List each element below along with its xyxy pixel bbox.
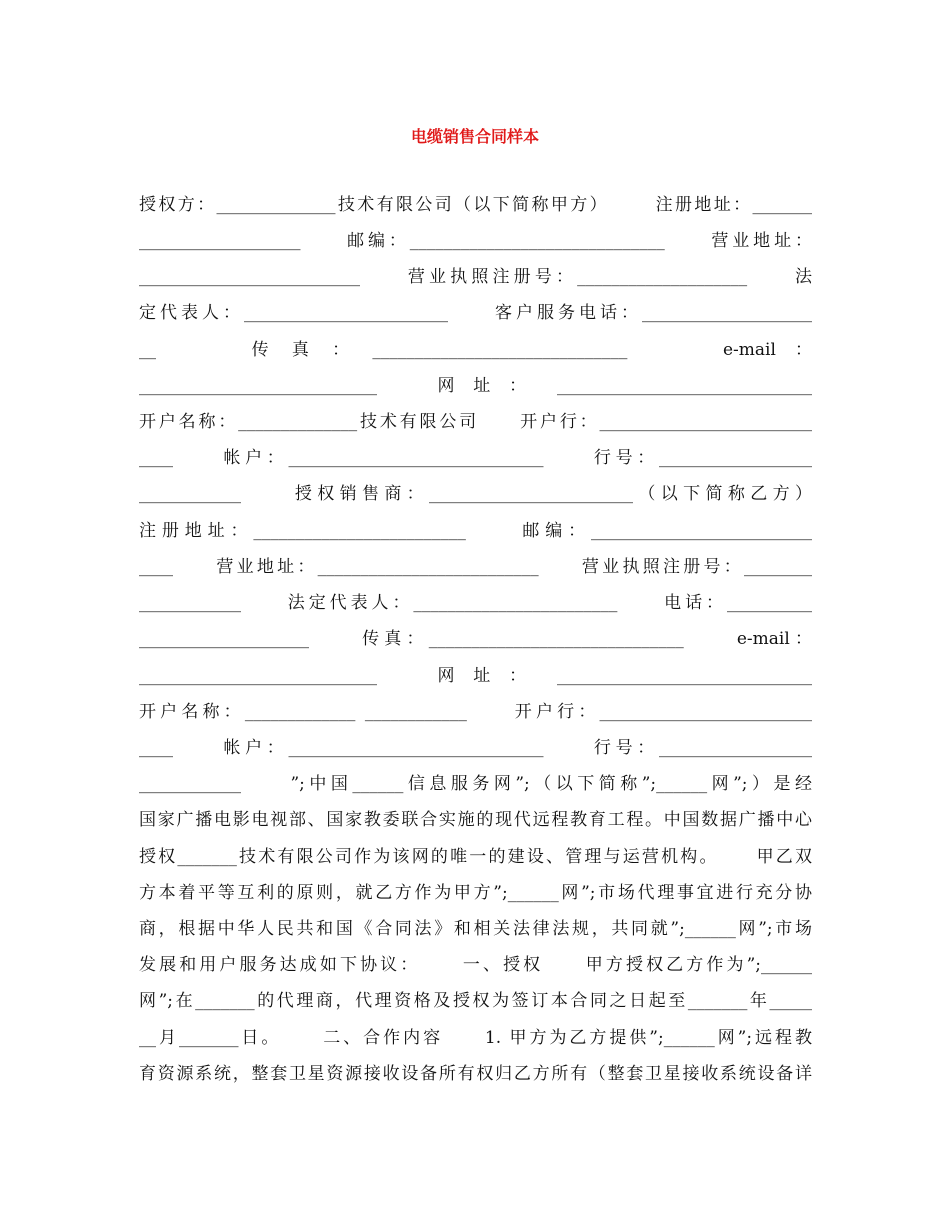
contract-line: ____________________________ 网 址 ： ______________________________ — [139, 376, 812, 396]
contract-line: 国家广播电影电视部、国家教委联合实施的现代远程教育工程。中国数据广播中心 — [139, 810, 812, 830]
contract-line: 定代表人：________________________ 客户服务电话：____________________ — [139, 303, 812, 323]
contract-line: ___________________ 邮编：______________________________ 营业地址： — [139, 231, 812, 251]
contract-line: ____________ ”;中国______信息服务网”;（以下简称”;______网”;）是经 — [139, 774, 812, 794]
contract-line: ____________________________ 网 址 ： ______________________________ — [139, 666, 812, 686]
contract-line: ____________ 法定代表人：________________________ 电话：__________ — [139, 593, 812, 613]
contract-line: ____ 营业地址：__________________________ 营业执照注册号：________ — [139, 557, 812, 577]
contract-line: ____________ 授权销售商：________________________（以下简称乙方） — [139, 484, 812, 504]
contract-line: 网”;在_______的代理商，代理资格及授权为签订本合同之日起至_______年_____ — [139, 991, 812, 1011]
document-title: 电缆销售合同样本 — [410, 127, 539, 146]
contract-line: __ 传 真 ： ______________________________ e-mail ： — [139, 340, 812, 360]
contract-line: 发展和用户服务达成如下协议： 一、授权 甲方授权乙方作为”;______ — [139, 955, 812, 975]
contract-line: 开户名称：_____________ ____________ 开户行：_________________________ — [139, 702, 812, 722]
contract-line: ____ 帐户：______________________________ 行号：__________________ — [139, 738, 812, 758]
contract-line: __________________________ 营业执照注册号：____________________ 法 — [139, 267, 812, 287]
contract-line: 授权方：______________技术有限公司（以下简称甲方） 注册地址：_______ — [139, 195, 812, 215]
contract-line: __月_______日。 二、合作内容 1. 甲方为乙方提供”;______网”;远程教 — [139, 1028, 812, 1048]
contract-line: ____________________ 传真：______________________________ e-mail： — [139, 629, 812, 649]
contract-line: 育资源系统，整套卫星资源接收设备所有权归乙方所有（整套卫星接收系统设备详 — [139, 1064, 812, 1084]
contract-line: 开户名称：______________技术有限公司 开户行：_________________________ — [139, 412, 812, 432]
contract-line: 商，根据中华人民共和国《合同法》和相关法律法规，共同就”;______网”;市场 — [139, 919, 812, 939]
contract-line: ____ 帐户：______________________________ 行号：__________________ — [139, 448, 812, 468]
contract-line: 方本着平等互利的原则，就乙方作为甲方”;______网”;市场代理事宜进行充分协 — [139, 883, 812, 903]
contract-line: 注册地址：_________________________ 邮编：__________________________ — [139, 521, 812, 541]
contract-line: 授权_______技术有限公司作为该网的唯一的建设、管理与运营机构。 甲乙双 — [139, 847, 812, 867]
